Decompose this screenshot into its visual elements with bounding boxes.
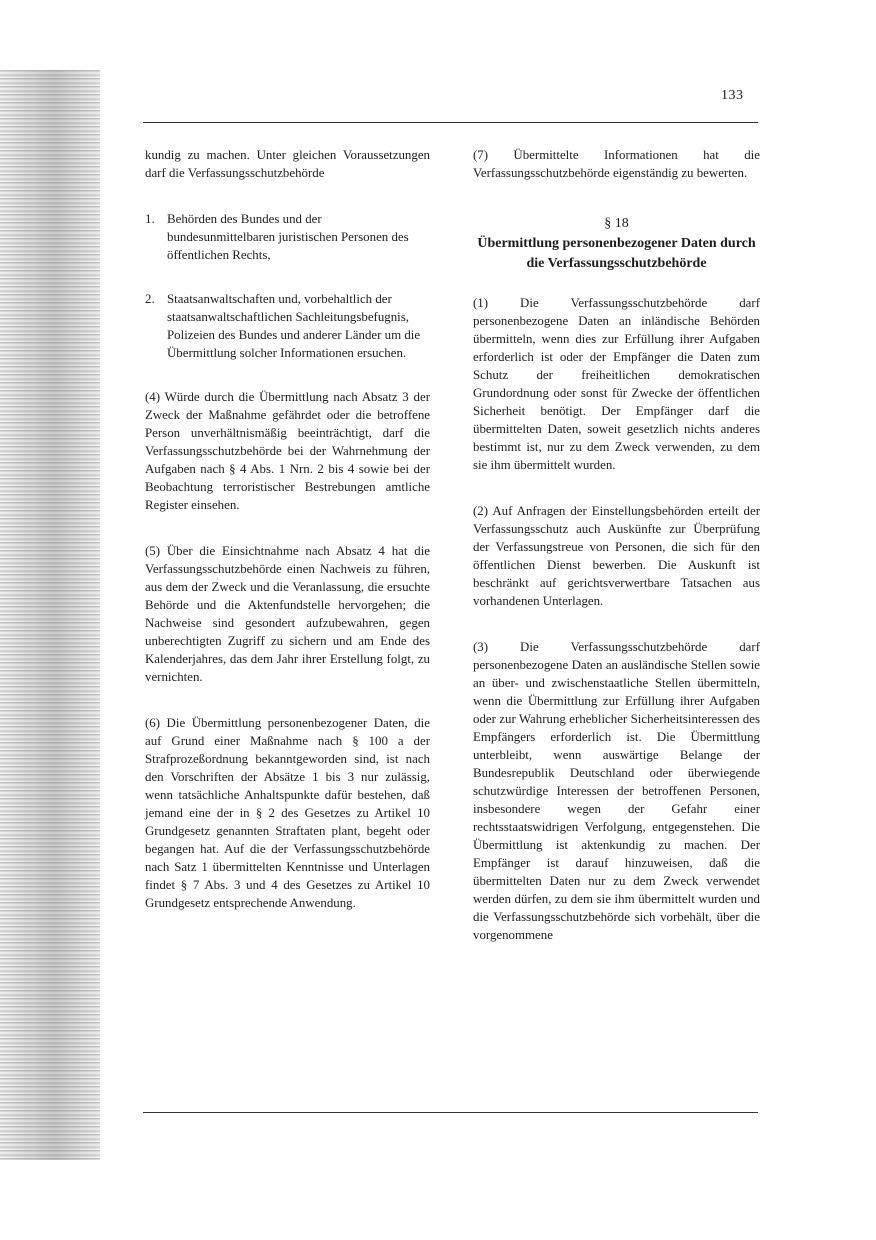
list-item [145, 290, 430, 362]
spacer [473, 620, 760, 638]
paragraph-2: (2) Auf Anfragen der Einstellungsbehörden erteilt der Verfassungsschutz auch Auskünfte zur Überprüfung der Verfassungstreue von Personen, die sich für den öffentlichen Dienst bewerben. Die Auskunft ist beschränkt auf gerichtsverwertbare Tatsachen aus vorhandenen Unterlagen. [473, 504, 760, 608]
paragraph-3: (3) Die Verfassungsschutzbehörde darf personenbezogene Daten an ausländische Stellen sowie an über- und zwischenstaatliche Stellen übermitteln, wenn die Übermittlung zur Erfüllung ihrer Aufgaben oder zur Wahrung erheblicher Sicherheitsinteressen des Empfängers erforderlich ist. Die Übermittlung unterbleibt, wenn auswärtige Belange der Bundesrepublik Deutschland oder überwiegende schutzwürdige Interessen der betroffenen Personen, insbesondere wegen der Gefahr einer rechtsstaatswidrigen Verfolgung, entgegenstehen. Die Übermittlung ist aktenkundig zu machen. Der Empfänger ist darauf hinzuweisen, daß die übermittelten Daten nur zu dem Zweck verwendet werden dürfen, zu dem sie ihm übermittelt wurden und die Verfassungsschutzbehörde sich vorbehält, über die vorgenommene [473, 640, 760, 942]
spacer [145, 370, 430, 388]
left-column [145, 146, 430, 922]
spacer [145, 696, 430, 714]
list-number: 1. [145, 212, 155, 226]
section-title: Übermittlung personenbezogener Daten durch die Verfassungsschutzbehörde [477, 236, 756, 271]
header-rule [143, 122, 758, 123]
right-column [473, 146, 760, 954]
spacer [145, 272, 430, 290]
paragraph-5: (5) Über die Einsichtnahme nach Absatz 4 hat die Verfassungsschutzbehörde einen Nachweis zu führen, aus dem der Zweck und die Veranlassung, die ersuchte Behörde und die Aktenfundstelle hervorgehen; die Nachweise sind gesondert aufzubewahren, gegen unberechtigten Zugriff zu sichern und am Ende des Kalenderjahres, das dem Jahr ihrer Erstellung folgt, zu vernichten. [145, 544, 430, 684]
scan-binding-edge [0, 70, 100, 1160]
list-number: 2. [145, 292, 155, 306]
section-number: § 18 [604, 216, 629, 231]
paragraph-1: (1) Die Verfassungsschutzbehörde darf personenbezogene Daten an inländische Behörden übermitteln, wenn dies zur Erfüllung ihrer Aufgaben erforderlich ist oder der Empfänger die Daten zum Schutz der freiheitlichen demokratischen Grundordnung oder sonst für Zwecke der öffentlichen Sicherheit benötigt. Der Empfänger darf die übermittelten Daten, soweit gesetzlich nichts anderes bestimmt ist, nur zu dem Zweck verwenden, zu dem sie ihm übermittelt wurden. [473, 296, 760, 472]
spacer [145, 192, 430, 210]
continued-paragraph: kundig zu machen. Unter gleichen Voraussetzungen darf die Verfassungsschutzbehörde [145, 148, 430, 180]
page-number: 133 [721, 88, 744, 103]
footer-rule [143, 1112, 758, 1113]
list-item [145, 210, 430, 264]
list-text: Staatsanwaltschaften und, vorbehaltlich der staatsanwaltschaftlichen Sachleitungsbefugnis, Polizeien des Bundes und anderer Länder um die Übermittlung solcher Informationen ersuchen. [167, 292, 421, 360]
spacer [473, 484, 760, 502]
list-text: Behörden des Bundes und der bundesunmittelbaren juristischen Personen des öffentlichen Rechts, [167, 212, 409, 262]
spacer [145, 524, 430, 542]
section-heading [473, 214, 760, 274]
paragraph-4: (4) Würde durch die Übermittlung nach Absatz 3 der Zweck der Maßnahme gefährdet oder die betroffene Person unverhältnismäßig beeinträchtigt, darf die Verfassungsschutzbehörde bei der Wahrnehmung der Aufgaben nach § 4 Abs. 1 Nrn. 2 bis 4 sowie bei der Beobachtung terroristischer Bestrebungen amtliche Register einsehen. [145, 390, 430, 512]
paragraph-6: (6) Die Übermittlung personenbezogener Daten, die auf Grund einer Maßnahme nach § 100 a der Strafprozeßordnung bekanntgeworden sind, ist nach den Vorschriften der Absätze 1 bis 3 nur zulässig, wenn tatsächliche Anhaltspunkte dafür bestehen, daß jemand eine der in § 2 des Gesetzes zu Artikel 10 Grundgesetz genannten Straftaten plant, begeht oder begangen hat. Auf die der Verfassungsschutzbehörde nach Satz 1 übermittelten Kenntnisse und Unterlagen findet § 7 Abs. 3 und 4 des Gesetzes zu Artikel 10 Grundgesetz entsprechende Anwendung. [145, 716, 430, 910]
paragraph-7: (7) Übermittelte Informationen hat die Verfassungsschutzbehörde eigenständig zu bewerten. [473, 148, 760, 180]
